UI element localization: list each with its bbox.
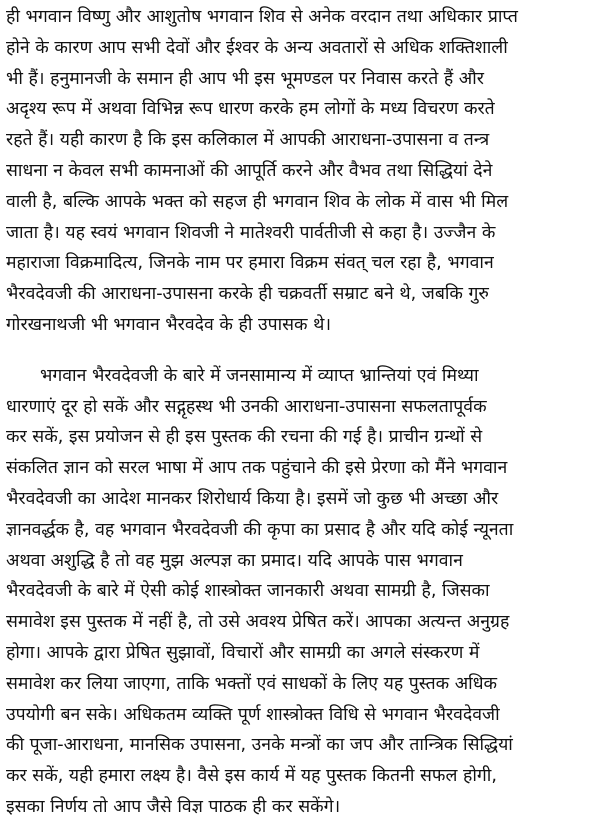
paragraph-1 [6, 2, 594, 341]
text-line: भगवान भैरवदेवजी के बारे में जनसामान्य में व्याप्त भ्रान्तियां एवं मिथ्या [40, 365, 479, 386]
text-line: कर सकें, इस प्रयोजन से ही इस पुस्तक की रचना की गई है। प्राचीन ग्रन्थों से [6, 427, 483, 448]
text-line: ज्ञानवर्द्धक है, वह भगवान भैरवदेवजी की कृपा का प्रसाद है और यदि कोई न्यूनता [6, 519, 514, 540]
text-line: महाराजा विक्रमादित्य, जिनके नाम पर हमारा विक्रम संवत् चल रहा है, भगवान [6, 253, 494, 274]
text-line: होने के कारण आप सभी देवों और ईश्वर के अन्य अवतारों से अधिक शक्तिशाली [6, 37, 508, 58]
text-line: धारणाएं दूर हो सकें और सद्गृहस्थ भी उनकी आराधना-उपासना सफलतापूर्वक [6, 396, 487, 417]
text-line: गोरखनाथजी भी भगवान भैरवदेव के ही उपासक थे। [6, 314, 332, 335]
text-line: होगा। आपके द्वारा प्रेषित सुझावों, विचारों और सामग्री का अगले संस्करण में [6, 642, 480, 663]
text-line: वाली है, बल्कि आपके भक्त को सहज ही भगवान शिव के लोक में वास भी मिल [6, 191, 509, 212]
text-line: अदृश्य रूप में अथवा विभिन्न रूप धारण करके हम लोगों के मध्य विचरण करते [6, 99, 495, 120]
text-line: कर सकें, यही हमारा लक्ष्य है। वैसे इस कार्य में यह पुस्तक कितनी सफल होगी, [6, 766, 497, 787]
text-line: की पूजा-आराधना, मानसिक उपासना, उनके मन्त्रों का जप और तान्त्रिक सिद्धियां [6, 735, 513, 756]
text-line: ही भगवान विष्णु और आशुतोष भगवान शिव से अनेक वरदान तथा अधिकार प्राप्त [6, 7, 518, 27]
paragraph-2 [6, 361, 594, 823]
text-line: भैरवदेवजी के बारे में ऐसी कोई शास्त्रोक्त जानकारी अथवा सामग्री है, जिसका [6, 581, 490, 602]
text-line: भी हैं। हनुमानजी के समान ही आप भी इस भूमण्डल पर निवास करते हैं और [6, 68, 484, 89]
text-line: समावेश इस पुस्तक में नहीं है, तो उसे अवश्य प्रेषित करें। आपका अत्यन्त अनुग्रह [6, 612, 510, 633]
text-line: इसका निर्णय तो आप जैसे विज्ञ पाठक ही कर सकेंगे। [6, 796, 341, 817]
text-line: समावेश कर लिया जाएगा, ताकि भक्तों एवं साधकों के लिए यह पुस्तक अधिक [6, 673, 498, 694]
text-line: अथवा अशुद्धि है तो वह मुझ अल्पज्ञ का प्रमाद। यदि आपके पास भगवान [6, 550, 463, 571]
text-line: उपयोगी बन सके। अधिकतम व्यक्ति पूर्ण शास्त्रोक्त विधि से भगवान भैरवदेवजी [6, 704, 500, 725]
text-line: भैरवदेवजी की आराधना-उपासना करके ही चक्रवर्ती सम्राट बने थे, जबकि गुरु [6, 284, 489, 305]
text-line: साधना न केवल सभी कामनाओं की आपूर्ति करने और वैभव तथा सिद्धियां देने [6, 160, 493, 181]
text-line: संकलित ज्ञान को सरल भाषा में आप तक पहुंचाने की इसे प्रेरणा को मैंने भगवान [6, 458, 508, 479]
text-line: जाता है। यह स्वयं भगवान शिवजी ने मातेश्वरी पार्वतीजी से कहा है। उज्जैन के [6, 222, 496, 243]
paragraph-spacer [6, 341, 594, 361]
text-line: भैरवदेवजी का आदेश मानकर शिरोधार्य किया है। इसमें जो कुछ भी अच्छा और [6, 488, 499, 509]
text-line: रहते हैं। यही कारण है कि इस कलिकाल में आपकी आराधना-उपासना व तन्त्र [6, 130, 490, 151]
